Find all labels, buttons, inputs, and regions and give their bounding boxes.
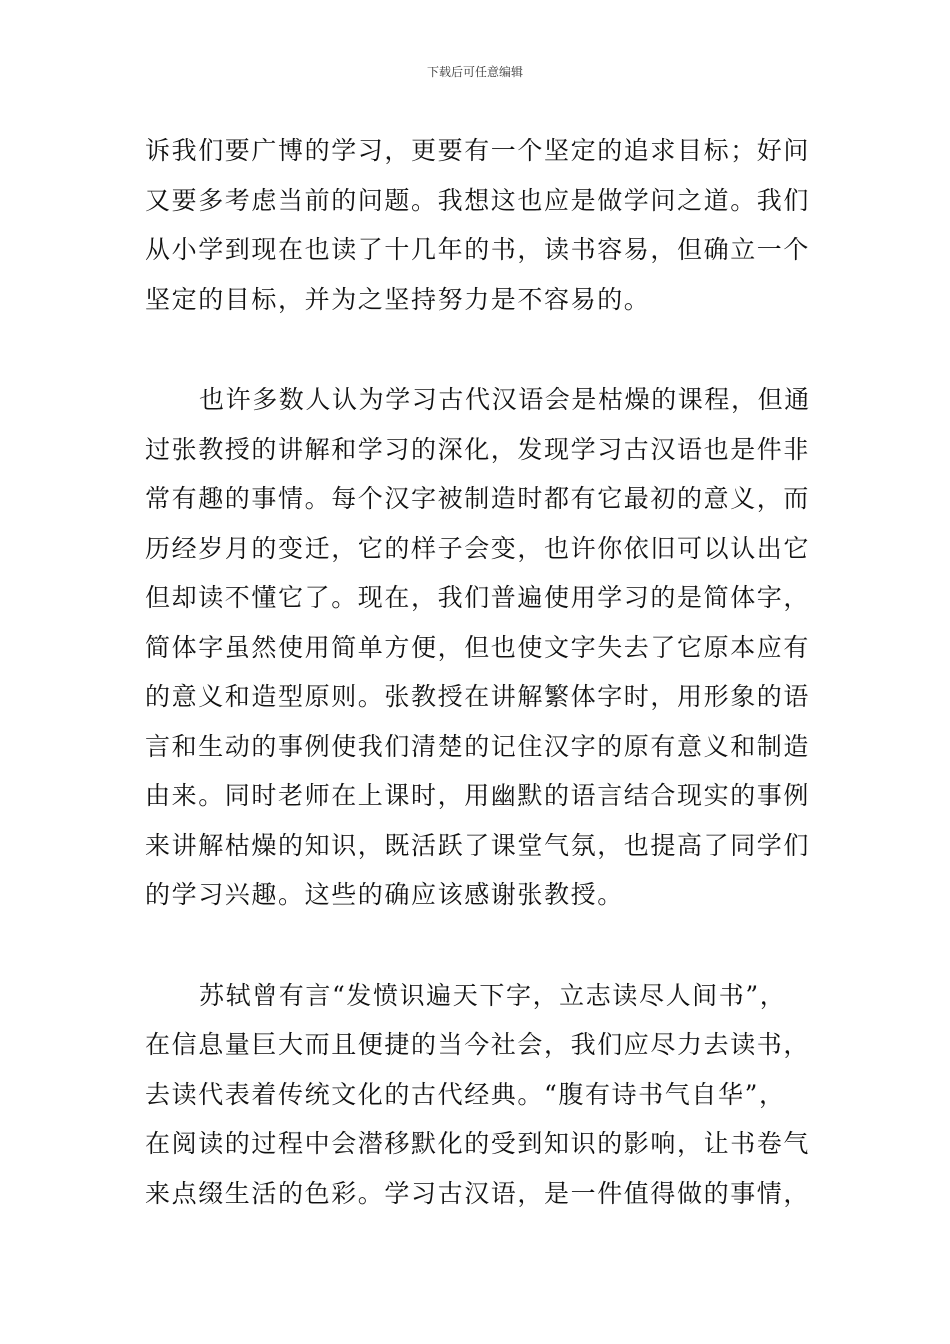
paragraph-2 <box>145 375 810 920</box>
text-line: 但却读不懂它了。现在，我们普遍使用学习的是简体字， <box>145 583 811 612</box>
text-line: 来讲解枯燥的知识，既活跃了课堂气氛，也提高了同学们 <box>145 830 811 860</box>
text-line: 的意义和造型原则。张教授在讲解繁体字时，用形象的语 <box>145 682 811 711</box>
text-line: 诉我们要广博的学习，更要有一个坚定的追求目标；好问 <box>145 136 811 165</box>
text-line: 常有趣的事情。每个汉字被制造时都有它最初的意义，而 <box>145 484 811 513</box>
text-line: 也许多数人认为学习古代汉语会是枯燥的课程，但通 <box>199 385 811 414</box>
text-line: 言和生动的事例使我们清楚的记住汉字的原有意义和制造 <box>145 731 811 761</box>
text-line: 来点缀生活的色彩。学习古汉语，是一件值得做的事情， <box>145 1178 811 1208</box>
paragraph-1 <box>145 126 810 324</box>
paragraph-gap <box>145 324 810 375</box>
text-line: 苏轼曾有言“发愤识遍天下字，立志读尽人间书”， <box>199 980 787 1010</box>
text-line: 从小学到现在也读了十几年的书，读书容易，但确立一个 <box>145 235 811 264</box>
text-line: 过张教授的讲解和学习的深化，发现学习古汉语也是件非 <box>145 434 811 464</box>
page-header: 下载后可任意编辑 <box>426 65 523 79</box>
text-line: 坚定的目标，并为之坚持努力是不容易的。 <box>145 284 651 314</box>
text-line: 又要多考虑当前的问题。我想这也应是做学问之道。我们 <box>145 185 811 215</box>
text-line: 历经岁月的变迁，它的样子会变，也许你依旧可以认出它 <box>145 533 811 563</box>
document-body <box>145 126 810 1218</box>
paragraph-gap <box>145 920 810 971</box>
text-line: 去读代表着传统文化的古代经典。“腹有诗书气自华”， <box>145 1079 786 1109</box>
text-line: 在阅读的过程中会潜移默化的受到知识的影响，让书卷气 <box>145 1129 811 1158</box>
text-line: 在信息量巨大而且便捷的当今社会，我们应尽力去读书， <box>145 1030 811 1059</box>
text-line: 简体字虽然使用简单方便，但也使文字失去了它原本应有 <box>145 632 811 662</box>
text-line: 由来。同时老师在上课时，用幽默的语言结合现实的事例 <box>145 781 811 810</box>
paragraph-3 <box>145 971 810 1219</box>
text-line: 的学习兴趣。这些的确应该感谢张教授。 <box>145 880 624 909</box>
